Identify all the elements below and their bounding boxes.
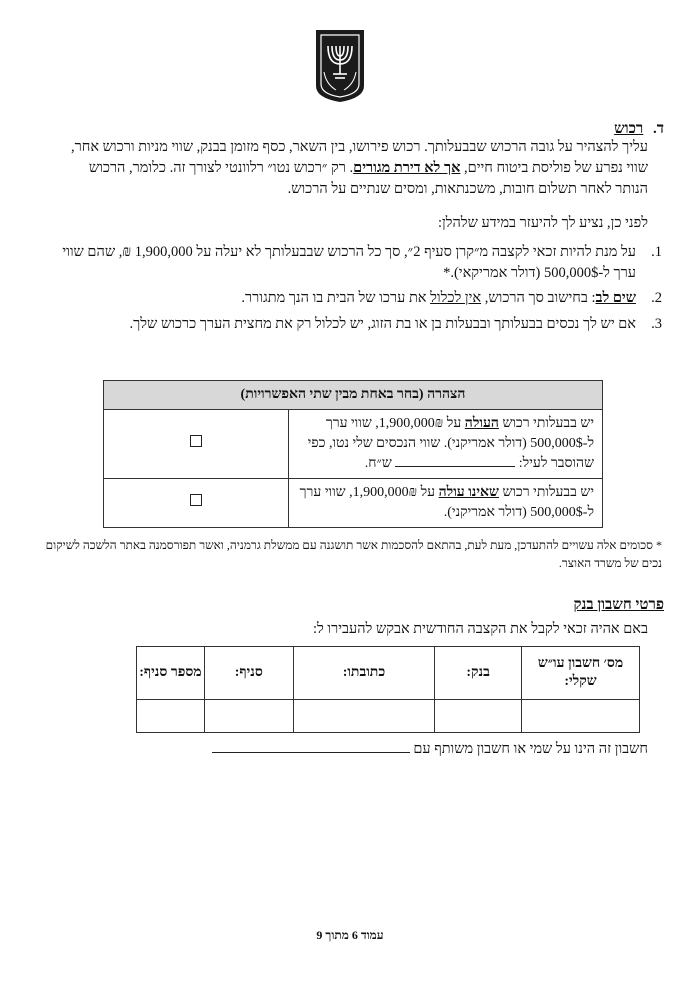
bank-section-title: פרטי חשבון בנק xyxy=(573,597,664,613)
intro-paragraph xyxy=(66,137,648,200)
column-address: כתובתו: xyxy=(293,647,435,700)
declaration-header: הצהרה (בחר באחת מבין שתי האפשרויות) xyxy=(104,381,603,410)
branch-number-field[interactable] xyxy=(137,700,205,733)
option-2-checkbox[interactable] xyxy=(190,494,202,506)
state-emblem-icon xyxy=(314,28,366,104)
column-branch-number: מספר סניף: xyxy=(137,647,205,700)
item-number: 2. xyxy=(651,290,662,306)
item-underline: אין לכלול xyxy=(430,290,482,306)
option-1-checkbox[interactable] xyxy=(190,435,202,447)
option-emphasis: העולה xyxy=(464,416,499,431)
item-number: 1. xyxy=(651,244,662,260)
intro-text: עליך להצהיר על גובה הרכוש שבבעלותך. רכוש פירושו, בין השאר, כסף מזומן בבנק, שווי מניות ורכוש אחר, שווי נפרע של פוליסת ביטוח חיים, xyxy=(71,139,648,176)
column-branch: סניף: xyxy=(204,647,293,700)
item-text-pre: : בחישוב סך הרכוש, xyxy=(481,290,596,306)
bank-field[interactable] xyxy=(435,700,522,733)
bank-details-table xyxy=(136,646,640,733)
account-number-field[interactable] xyxy=(522,700,640,733)
intro-text-rest: . רק ״רכוש נטו״ רלוונטי לצורך זה. כלומר, הרכוש הנותר לאחר תשלום חובות, משכנתאות, ומסים שנתיים על הרכוש. xyxy=(88,160,648,197)
currency-unit: ש״ח. xyxy=(364,456,392,471)
advice-text: לפני כן, נציע לך להיעזר במידע שלהלן: xyxy=(437,215,648,231)
net-assets-field[interactable] xyxy=(395,454,515,467)
joint-account-line xyxy=(212,740,648,758)
list-item xyxy=(62,242,662,284)
item-text: על מנת להיות זכאי לקצבה מ״קרן סעיף 2״, סך כל הרכוש שבבעלותך לא יעלה על 1,900,000 ₪, שהם שווי ערך ל-500,000$ (דולר אמריקאי).* xyxy=(62,244,636,281)
list-item xyxy=(62,314,662,335)
table-row xyxy=(104,410,603,479)
page-number: עמוד 6 מתוך 9 xyxy=(316,928,384,942)
option-text: יש בבעלותי רכוש xyxy=(498,416,594,431)
intro-emphasis: אך לא דירת מגורים xyxy=(353,160,461,176)
item-number: 3. xyxy=(651,316,662,332)
option-1-cell xyxy=(104,410,289,479)
option-text: יש בבעלותי רכוש xyxy=(498,485,594,500)
joint-owner-field[interactable] xyxy=(212,740,410,753)
branch-field[interactable] xyxy=(204,700,293,733)
joint-account-text: חשבון זה הינו על שמי או חשבון משותף עם xyxy=(413,741,648,757)
section-title: רכוש xyxy=(614,121,644,137)
declaration-table xyxy=(103,380,603,528)
footnote: * סכומים אלה עשויים להתעדכן, מעת לעת, בהתאם להסכמות אשר תושגנה עם ממשלת גרמניה, ואשר תפורסמנה באתר הלשכה לשיקום נכים של משרד האוצר. xyxy=(45,538,662,570)
section-letter: ד. xyxy=(653,121,664,137)
option-1-text xyxy=(288,410,602,479)
item-text: אם יש לך נכסים בבעלותך ובבעלות בן או בת הזוג, יש לכלול רק את מחצית הערך כרכוש שלך. xyxy=(129,316,636,332)
table-row xyxy=(104,479,603,528)
option-text: על 1,900,000₪, שווי ערך ל-500,000$ (דולר אמריקני). שווי הנכסים שלי נטו, כפי שהוסבר לעיל: xyxy=(307,416,594,471)
list-item xyxy=(62,288,662,309)
column-bank: בנק: xyxy=(435,647,522,700)
bank-intro: באם אהיה זכאי לקבל את הקצבה החודשית אבקש להעבירו ל: xyxy=(312,621,648,637)
table-row xyxy=(137,700,640,733)
item-bold: שים לב xyxy=(595,290,636,306)
column-account-number: מס׳ חשבון עו״ש שקלי: xyxy=(522,647,640,700)
section-heading xyxy=(614,121,664,138)
option-2-cell xyxy=(104,479,289,528)
option-emphasis: שאינו עולה xyxy=(438,485,499,500)
item-text-post: את ערכו של הבית בו הנך מתגורר. xyxy=(241,290,431,306)
item-text xyxy=(62,288,636,309)
option-2-text xyxy=(288,479,602,528)
address-field[interactable] xyxy=(293,700,435,733)
option-text: על 1,900,000₪, שווי ערך ל-500,000$ (דולר אמריקני). xyxy=(299,485,594,520)
